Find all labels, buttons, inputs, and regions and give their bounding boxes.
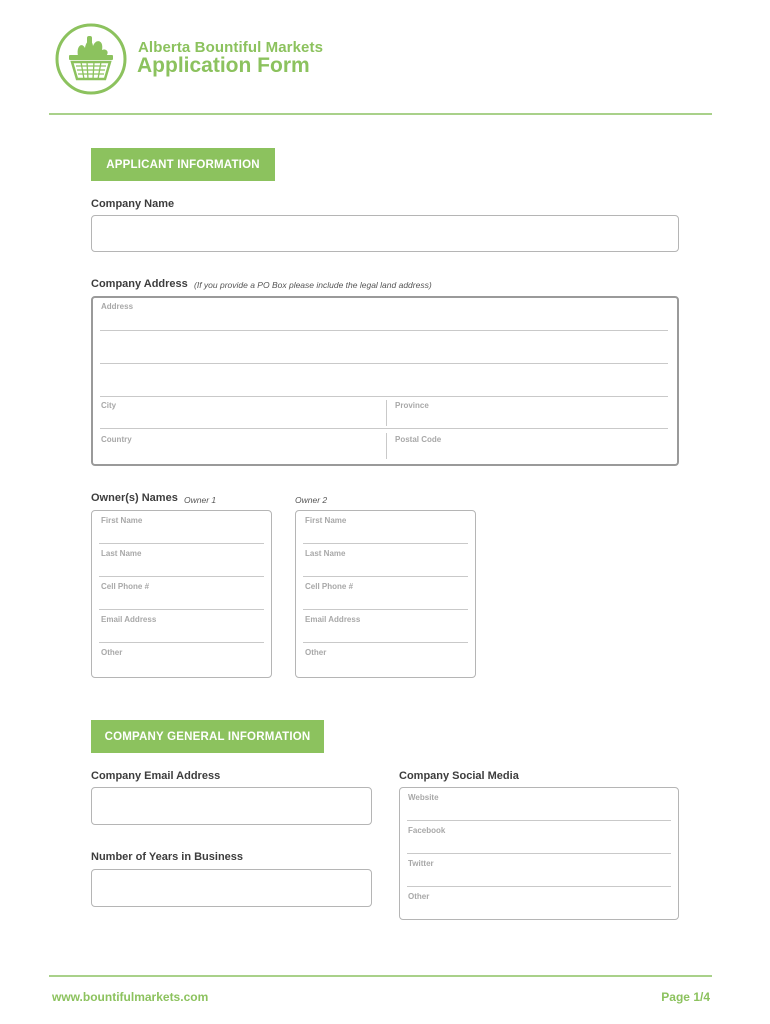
- owner-1-title: Owner 1: [184, 495, 217, 505]
- address-field-label: Address: [101, 302, 134, 311]
- company-address-box: [91, 296, 679, 466]
- owner-1-line-4: [99, 642, 264, 643]
- company-address-note: (If you provide a PO Box please include the legal land address): [194, 280, 432, 290]
- owner-2-other-field[interactable]: [303, 645, 468, 673]
- postal-code-field[interactable]: [388, 431, 668, 459]
- owner-2-last-name-field[interactable]: [303, 546, 468, 576]
- social-media-label: Company Social Media: [399, 770, 519, 782]
- footer-website-link[interactable]: www.bountifulmarkets.com: [52, 990, 209, 1004]
- address-line-1: [100, 330, 668, 331]
- owner-2-other-label: Other: [305, 648, 327, 657]
- owner-1-line-2: [99, 576, 264, 577]
- owner-2-line-3: [303, 609, 468, 610]
- company-address-label: Company Address: [91, 278, 188, 290]
- owner-2-first-name-label: First Name: [305, 516, 347, 525]
- address-line-3: [100, 396, 668, 397]
- social-line-3: [407, 886, 671, 887]
- page-number: Page 1/4: [661, 990, 710, 1004]
- owners-label: Owner(s) Names: [91, 492, 178, 504]
- owner-1-email-label: Email Address: [101, 615, 157, 624]
- owner-1-last-name-field[interactable]: [99, 546, 264, 576]
- general-section-badge: COMPANY GENERAL INFORMATION: [91, 720, 324, 753]
- social-twitter-field[interactable]: [407, 856, 671, 886]
- owner-2-last-name-label: Last Name: [305, 549, 346, 558]
- province-field[interactable]: [388, 399, 668, 428]
- social-website-field[interactable]: [407, 791, 671, 820]
- province-field-label: Province: [395, 401, 429, 410]
- owner-2-line-4: [303, 642, 468, 643]
- owner-2-first-name-field[interactable]: [303, 514, 468, 543]
- header-rule: [49, 113, 712, 115]
- form-title: Application Form: [137, 54, 310, 77]
- social-other-label: Other: [408, 892, 430, 901]
- country-field[interactable]: [100, 431, 385, 459]
- company-email-field[interactable]: [91, 787, 372, 825]
- city-province-divider: [386, 400, 387, 426]
- owner-1-box: [91, 510, 272, 678]
- city-field[interactable]: [100, 399, 385, 428]
- country-postal-divider: [386, 433, 387, 459]
- years-in-business-label: Number of Years in Business: [91, 851, 244, 863]
- postal-code-field-label: Postal Code: [395, 435, 442, 444]
- owner-2-box: [295, 510, 476, 678]
- address-line-1-field[interactable]: [100, 312, 668, 330]
- owner-1-other-field[interactable]: [99, 645, 264, 673]
- owner-2-email-label: Email Address: [305, 615, 361, 624]
- brand-name: Alberta Bountiful Markets: [138, 39, 324, 56]
- company-name-field[interactable]: [91, 215, 679, 252]
- owner-2-cell-phone-label: Cell Phone #: [305, 582, 354, 591]
- footer-rule: [49, 975, 712, 977]
- owner-2-title: Owner 2: [295, 495, 328, 505]
- years-in-business-field[interactable]: [91, 869, 372, 907]
- owner-2-cell-phone-field[interactable]: [303, 579, 468, 609]
- city-field-label: City: [101, 401, 117, 410]
- owner-2-email-field[interactable]: [303, 612, 468, 642]
- owner-1-first-name-label: First Name: [101, 516, 143, 525]
- owner-1-line-3: [99, 609, 264, 610]
- social-other-field[interactable]: [407, 889, 671, 915]
- social-facebook-field[interactable]: [407, 823, 671, 853]
- social-twitter-label: Twitter: [408, 859, 434, 868]
- city-row-line: [100, 428, 668, 429]
- owner-1-first-name-field[interactable]: [99, 514, 264, 543]
- address-line-2-field[interactable]: [100, 333, 668, 363]
- social-media-box: [399, 787, 679, 920]
- basket-logo-icon: [54, 22, 128, 96]
- social-line-2: [407, 853, 671, 854]
- social-line-1: [407, 820, 671, 821]
- owner-1-email-field[interactable]: [99, 612, 264, 642]
- country-field-label: Country: [101, 435, 132, 444]
- owner-2-line-1: [303, 543, 468, 544]
- social-website-label: Website: [408, 793, 439, 802]
- address-line-3-field[interactable]: [100, 366, 668, 396]
- owner-1-other-label: Other: [101, 648, 123, 657]
- applicant-section-badge: APPLICANT INFORMATION: [91, 148, 275, 181]
- owner-1-last-name-label: Last Name: [101, 549, 142, 558]
- owner-1-cell-phone-field[interactable]: [99, 579, 264, 609]
- social-facebook-label: Facebook: [408, 826, 446, 835]
- owner-2-line-2: [303, 576, 468, 577]
- owner-1-line-1: [99, 543, 264, 544]
- company-name-label: Company Name: [91, 198, 175, 210]
- address-line-2: [100, 363, 668, 364]
- company-email-label: Company Email Address: [91, 770, 221, 782]
- owner-1-cell-phone-label: Cell Phone #: [101, 582, 150, 591]
